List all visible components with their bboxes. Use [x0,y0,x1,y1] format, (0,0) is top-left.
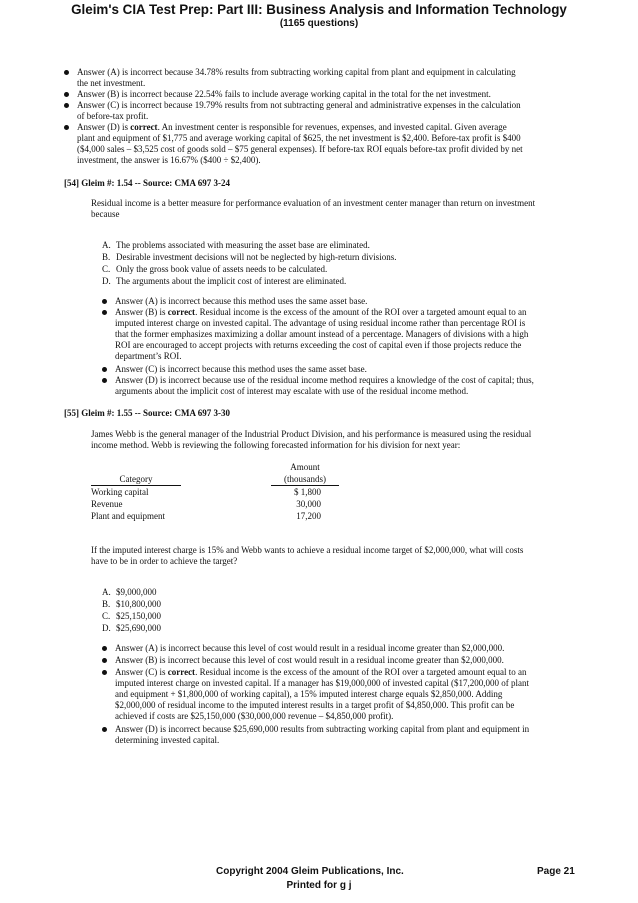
bullet-icon [64,125,69,130]
footer-printed-for: Printed for g j [286,880,352,891]
table-cell: Revenue [91,499,123,509]
bullet-icon [102,310,107,315]
bullet-icon [102,658,107,663]
question-heading: [54] Gleim #: 1.54 -- Source: CMA 697 3-24 [64,178,231,188]
bullet-icon [102,670,107,675]
bullet-icon [102,367,107,372]
question-stem: James Webb is the general manager of the Industrial Product Division, and his performance is measured using the residual income method. Webb is reviewing the following forecasted information for his division for next year: [91,429,532,450]
question-text: If the imputed interest charge is 15% and Webb wants to achieve a residual income target of $2,000,000, what will costs have to be in order to achieve the target? [91,545,524,566]
choice-c: C. Only the gross book value of assets needs to be calculated. [102,264,328,274]
choice-d: D. The arguments about the implicit cost of interest are eliminated. [102,276,347,286]
table-cell: 17,200 [296,511,321,521]
footer-page-number: Page 21 [537,866,575,877]
bullet-icon [102,378,107,383]
table-cell: Working capital [91,487,149,497]
column-header: Category [91,474,181,486]
page-subtitle: (1165 questions) [279,18,359,29]
question-stem: Residual income is a better measure for performance evaluation of an investment center manager than return on investment because [91,198,536,219]
footer-copyright: Copyright 2004 Gleim Publications, Inc. [216,866,404,877]
bullet-icon [64,92,69,97]
page-title: Gleim's CIA Test Prep: Part III: Business Analysis and Information Technology [71,2,567,17]
column-header: Amount [290,462,320,472]
column-header: (thousands) [271,474,339,486]
choice-a: A. The problems associated with measuring the asset base are eliminated. [102,240,370,250]
document-page: Gleim's CIA Test Prep: Part III: Business Analysis and Information Technology (1165 questions) Answer (A) is incorrect because 34.78% results from subtracting working capital from plant and equipment in calculating the net investment. Answer (B) is incorrect because 22.54% fails to include average working capital in the total for the net investment. Answer (C) is incorrect because 19.79% results from not subtracting general and administrative expenses in the calculation of before-tax profit. Answer (D) is correct. An investment center is responsible for revenues, expenses, and invested capital. Given average plant and equipment of $1,775 and average working capital of $625, the net investment is $2,400. Before-tax profit is $400 ($4,000 sales – $3,525 cost of goods sold – $75 general expenses). If before-tax ROI equals before-tax profit divided by net investment, the answer is 16.67% ($400 ÷ $2,400). [54] Gleim #: 1.54 -- Source: CMA 697 3-24 Residual income is a better measure for performance evaluation of an investment center manager than return on investment because A. The problems associated with measuring the asset base are eliminated. B. Desirable investment decisions will not be neglected by high-return divisions. C. Only the gross book value of assets needs to be calculated. D. The arguments about the implicit cost of interest are eliminated. Answer (A) is incorrect because this method uses the same asset base. Answer (B) is correct. Residual income is the excess of the amount of the ROI over a targeted amount equal to an imputed interest charge on invested capital. The advantage of using residual income rather than percentage ROI is that the former emphasizes maximizing a dollar amount instead of a percentage. Managers of divisions with a high ROI are encouraged to accept projects with returns exceeding the cost of capital even if those projects reduce the department’s ROI. Answer (C) is incorrect because this method uses the same asset base. Answer (D) is incorrect because use of the residual income method requires a knowledge of the cost of capital; thus, arguments about the implicit cost of interest may escalate with use of the residual income method. [55] Gleim #: 1.55 -- Source: CMA 697 3-30 James Webb is the general manager of the Industrial Product Division, and his performance is measured using the residual income method. Webb is reviewing the following forecasted information for his division for next year: Amount Category (thousands) Working capital $ 1,800 Revenue 30,000 Plant and equipment 17,200 If the imputed interest charge is 15% and Webb wants to achieve a residual income target of $2,000,000, what will costs have to be in order to achieve the target? A. $9,000,000 B. $10,800,000 C. $25,150,000 D. $25,690,000 Answer (A) is incorrect because this level of cost would result in a residual income greater than $2,000,000. Answer (B) is incorrect because this level of cost would result in a residual income greater than $2,000,000. Answer (C) is correct. Residual income is the excess of the amount of the ROI over a targeted amount equal to an imputed interest charge on invested capital. If a manager has $19,000,000 of invested capital ($17,200,000 of plant and equipment + $1,800,000 of working capital), a 15% imputed interest charge equals $2,850,000. Adding $2,000,000 of residual income to the imputed interest results in a target profit of $4,850,000. This profit can be achieved if costs are $25,150,000 ($30,000,000 revenue – $4,850,000 profit). Answer (D) is incorrect because $25,690,000 results from subtracting working capital from plant and equipment in determining invested capital. Copyright 2004 Gleim Publications, Inc. Page 21 Printed for g j [0,0,638,903]
forecast-table [91,462,351,526]
bullet-icon [102,727,107,732]
table-cell: Plant and equipment [91,511,165,521]
choice-b: B. Desirable investment decisions will not be neglected by high-return divisions. [102,252,397,262]
choice-a: A. $9,000,000 [102,587,157,597]
bullet-icon [64,70,69,75]
choice-c: C. $25,150,000 [102,611,161,621]
table-cell: 30,000 [296,499,321,509]
bullet-icon [64,103,69,108]
choice-b: B. $10,800,000 [102,599,161,609]
bullet-icon [102,646,107,651]
table-cell: $ 1,800 [294,487,321,497]
choice-d: D. $25,690,000 [102,623,161,633]
question-heading: [55] Gleim #: 1.55 -- Source: CMA 697 3-30 [64,408,231,418]
bullet-icon [102,299,107,304]
